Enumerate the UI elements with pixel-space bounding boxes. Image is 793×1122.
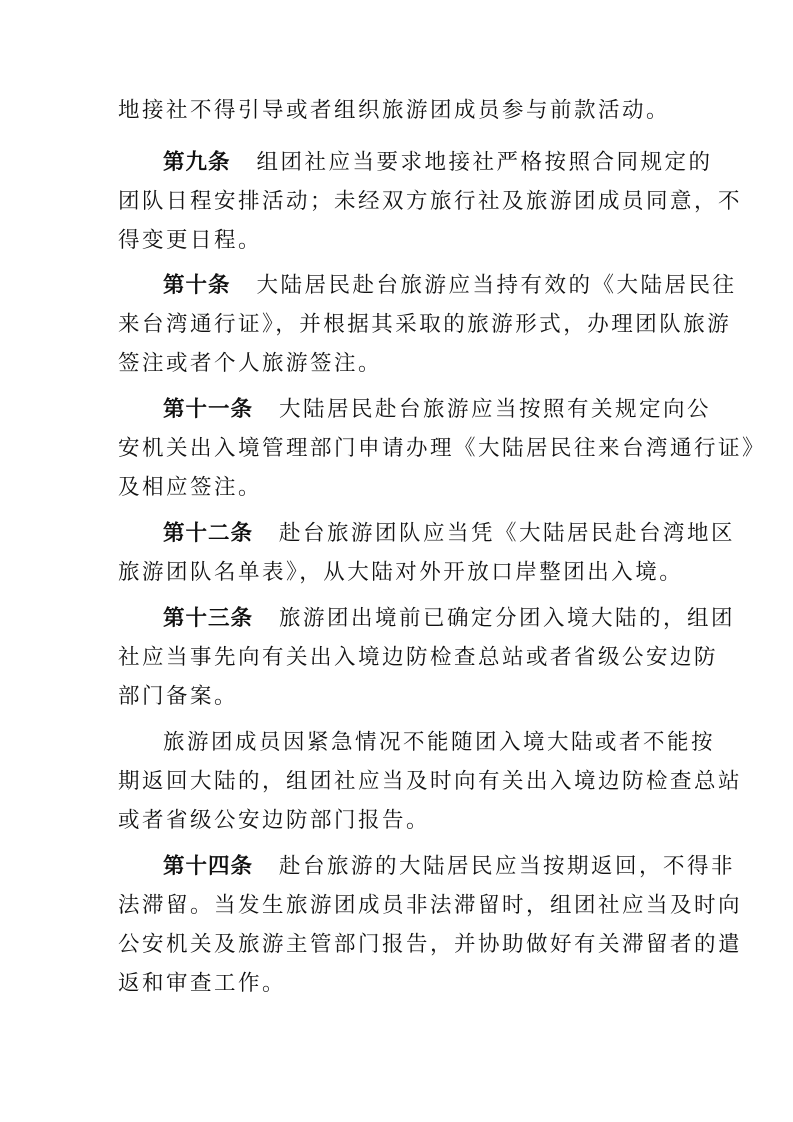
text-line-content: 安机关出入境管理部门申请办理《大陆居民往来台湾通行证》 [118, 436, 767, 461]
article-9-first-line [163, 148, 713, 178]
text-line-content: 部门备案。 [118, 684, 239, 709]
article-9-heading: 第九条 [163, 150, 231, 175]
text-line [118, 891, 742, 921]
article-14-first-line [163, 852, 735, 882]
text-line [118, 806, 430, 836]
text-line-content: 来台湾通行证》，并根据其采取的旅游形式，办理团队旅游 [118, 312, 732, 337]
text-line [118, 310, 731, 340]
text-line [118, 434, 766, 464]
text-line [118, 643, 718, 673]
text-line-content: 及相应签注。 [118, 475, 263, 500]
text-line [118, 558, 683, 588]
text-line-content: 大陆居民赴台旅游应当持有效的《大陆居民往 [256, 273, 737, 298]
article-14-heading: 第十四条 [163, 854, 254, 879]
text-line [118, 226, 262, 256]
text-line [118, 969, 286, 999]
text-line-content: 团队日程安排活动；未经双方旅行社及旅游团成员同意，不 [118, 189, 743, 214]
article-10-first-line [163, 271, 737, 301]
text-line [118, 187, 742, 217]
article-12-heading: 第十二条 [163, 521, 254, 546]
article-13-first-line [163, 604, 735, 634]
text-line [118, 767, 742, 797]
text-line-content: 签注或者个人旅游签注。 [118, 351, 383, 376]
text-line-content: 地接社不得引导或者组织旅游团成员参与前款活动。 [118, 98, 671, 123]
text-line-content: 法滞留。当发生旅游团成员非法滞留时，组团社应当及时向 [118, 893, 743, 918]
text-line-content: 返和审查工作。 [118, 971, 287, 996]
text-line [118, 682, 238, 712]
text-line [118, 473, 262, 503]
text-line [118, 349, 382, 379]
text-line [118, 96, 670, 126]
text-line-content: 赴台旅游的大陆居民应当按期返回，不得非 [279, 854, 736, 879]
text-line-content: 大陆居民赴台旅游应当按照有关规定向公 [279, 397, 712, 422]
text-line-content: 得变更日程。 [118, 228, 263, 253]
article-11-heading: 第十一条 [163, 397, 254, 422]
text-line [118, 930, 742, 960]
text-line-content: 旅游团出境前已确定分团入境大陆的，组团 [279, 606, 736, 631]
text-line-content: 社应当事先向有关出入境边防检查总站或者省级公安边防 [118, 645, 719, 670]
text-line-content: 旅游团成员因紧急情况不能随团入境大陆或者不能按 [163, 730, 716, 755]
article-13-heading: 第十三条 [163, 606, 254, 631]
text-line-content: 期返回大陆的，组团社应当及时向有关出入境边防检查总站 [118, 769, 743, 794]
text-line-content: 公安机关及旅游主管部门报告，并协助做好有关滞留者的遣 [118, 932, 743, 957]
article-12-first-line [163, 519, 735, 549]
article-10-heading: 第十条 [163, 273, 231, 298]
article-11-first-line [163, 395, 711, 425]
text-line-content: 旅游团队名单表》，从大陆对外开放口岸整团出入境。 [118, 560, 684, 585]
text-line-content: 或者省级公安边防部门报告。 [118, 808, 431, 833]
text-line [163, 728, 715, 758]
text-line-content: 组团社应当要求地接社严格按照合同规定的 [256, 150, 713, 175]
text-line-content: 赴台旅游团队应当凭《大陆居民赴台湾地区 [279, 521, 736, 546]
